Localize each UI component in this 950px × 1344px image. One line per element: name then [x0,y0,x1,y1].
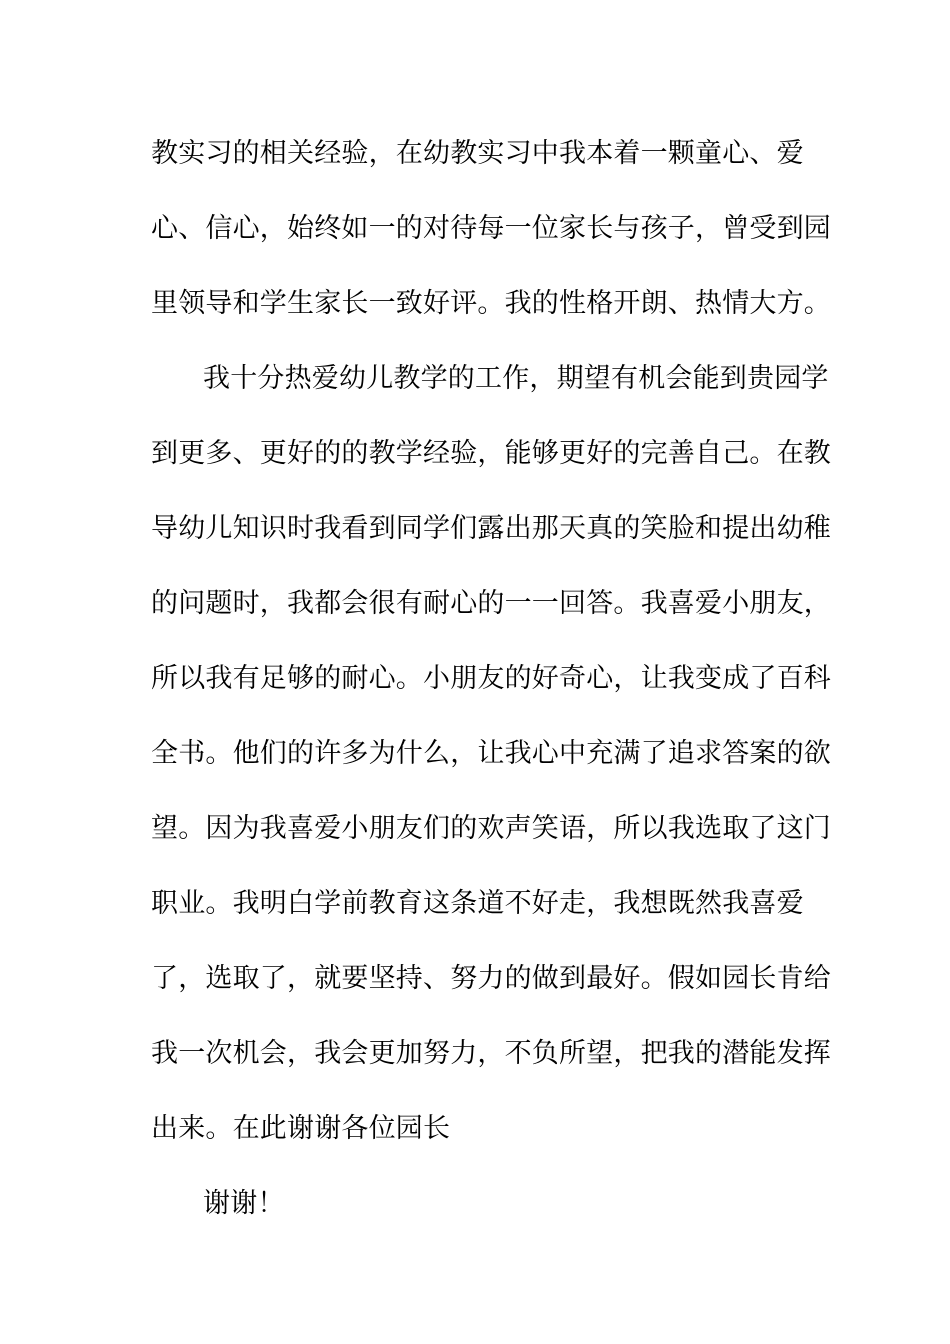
text-line: 教实习的相关经验，在幼教实习中我本着一颗童心、爱 [151,138,804,169]
text-line: 里领导和学生家长一致好评。我的性格开朗、热情大方。 [151,288,831,319]
text-line: 我一次机会，我会更加努力，不负所望，把我的潜能发挥 [151,1038,831,1069]
text-line: 全书。他们的许多为什么，让我心中充满了追求答案的欲 [151,738,831,769]
text-line: 所以我有足够的耐心。小朋友的好奇心，让我变成了百科 [151,663,831,694]
text-line: 望。因为我喜爱小朋友们的欢声笑语，所以我选取了这门 [151,813,831,844]
text-line: 职业。我明白学前教育这条道不好走，我想既然我喜爱 [151,888,804,919]
text-line: 了，选取了，就要坚持、努力的做到最好。假如园长肯给 [151,963,831,994]
text-line: 的问题时，我都会很有耐心的一一回答。我喜爱小朋友， [151,588,831,619]
text-line: 心、信心，始终如一的对待每一位家长与孩子，曾受到园 [151,213,831,244]
body-text [151,116,831,1241]
text-line: 出来。在此谢谢各位园长 [151,1113,451,1144]
text-line: 导幼儿知识时我看到同学们露出那天真的笑脸和提出幼稚 [151,513,831,544]
paragraph-start-line: 我十分热爱幼儿教学的工作，期望有机会能到贵园学 [203,363,829,394]
closing-thanks: 谢谢！ [203,1188,285,1219]
text-line: 到更多、更好的的教学经验，能够更好的完善自己。在教 [151,438,831,469]
